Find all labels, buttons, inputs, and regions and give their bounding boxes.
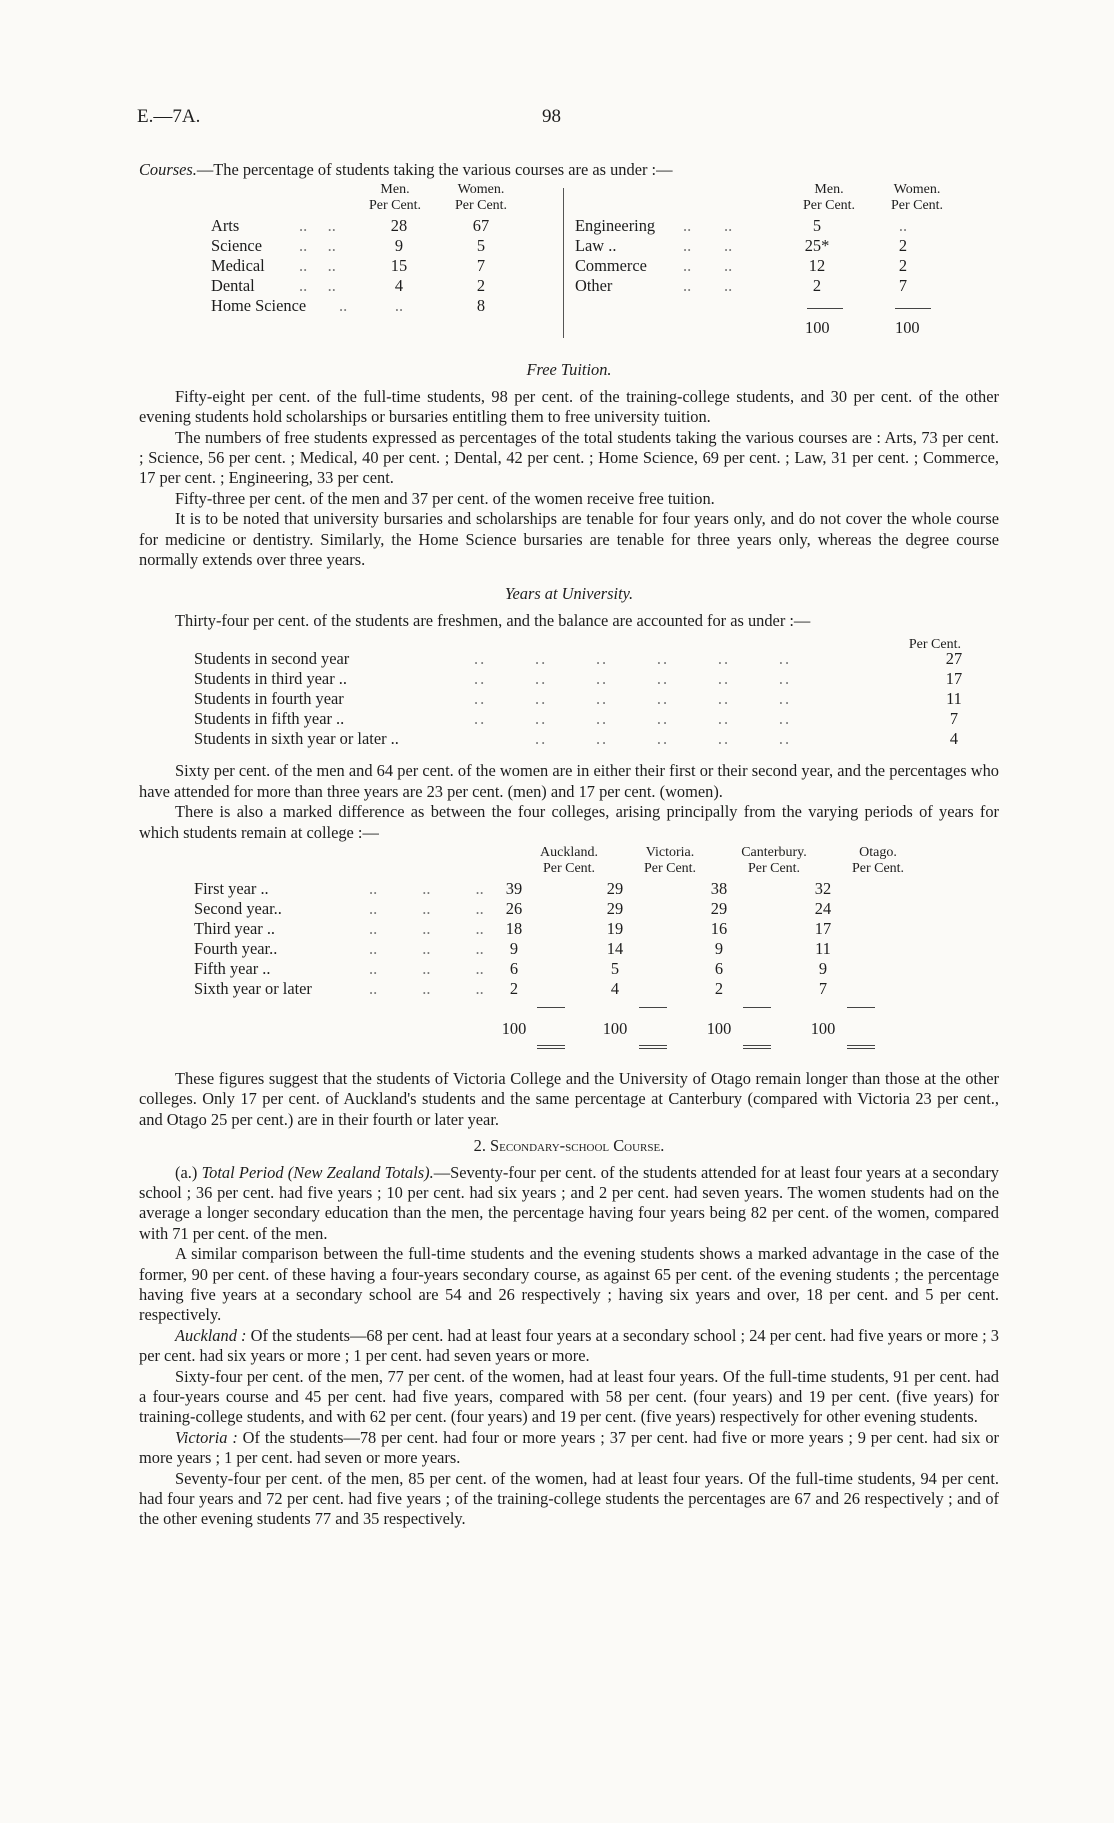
double-rule bbox=[743, 1045, 771, 1049]
years-intro: Thirty-four per cent. of the students are freshmen, and the balance are accounted for as under :— bbox=[175, 610, 811, 630]
years-row: Students in fifth year .. .. .. .. .. .. .. 7 bbox=[194, 709, 959, 729]
course-row-arts: Arts .. .. 28 67 bbox=[211, 216, 490, 236]
total-rule bbox=[847, 1007, 875, 1008]
courses-total-rule-women bbox=[895, 308, 931, 309]
years-row: Students in sixth year or later .. .. .. .. .. .. 4 bbox=[194, 729, 959, 749]
years-row: Students in second year .. .. .. .. .. .. 27 bbox=[194, 649, 963, 669]
col-victoria: Victoria. Per Cent. bbox=[643, 844, 697, 876]
secondary-a: (a.) Total Period (New Zealand Totals).—Seventy-four per cent. of the students attended for at least four years at a secondary school ; 36 per cent. had five years ; 10 per cent. had six years ; and 2 per cent. had seven years. The women students had on the average a longer secondary education than the men, the percentage having four years being 82 per cent. of the women, compared with 71 per cent. of the men. bbox=[139, 1162, 999, 1243]
col-auckland: Auckland. Per Cent. bbox=[540, 844, 598, 876]
secondary-p4: Sixty-four per cent. of the men, 77 per cent. of the women, had at least four years. Of the full-time students, 91 per cent. had a four-years course and 45 per cent. had five years, compared with 58 per cent. (four years) and 19 per cent. (five years) for training-college students, and with 62 per cent. (four years) and 19 per cent. (five years) respectively for other evening students. bbox=[139, 1366, 999, 1427]
college-row: Fourth year.. .. .. .. 9 14 9 11 bbox=[194, 938, 831, 958]
course-row-law: Law .. .. .. 25* 2 bbox=[575, 236, 908, 256]
years-table bbox=[139, 635, 999, 755]
years-row: Students in fourth year .. .. .. .. .. .. 11 bbox=[194, 689, 962, 709]
college-row: Fifth year .. .. .. .. 6 5 6 9 bbox=[194, 958, 828, 978]
double-rule bbox=[537, 1045, 565, 1049]
double-rule bbox=[639, 1045, 667, 1049]
col-otago: Otago. Per Cent. bbox=[851, 844, 905, 876]
years-p2: There is also a marked difference as between the four colleges, arising principally from the varying periods of years for which students remain at college :— bbox=[139, 802, 999, 842]
total-rule bbox=[639, 1007, 667, 1008]
years-col-unit: Per Cent. bbox=[908, 637, 961, 653]
course-row-home-science: Home Science .. .. 8 bbox=[211, 296, 486, 316]
secondary-p6: Seventy-four per cent. of the men, 85 per cent. of the women, had at least four years. Of the full-time students, 94 per cent. had four years and 72 per cent. had five years ; of the training-college students the percentages are 67 and 26 respectively ; and of the other evening students 77 and 35 respectively. bbox=[139, 1468, 999, 1529]
secondary-p2: A similar comparison between the full-time students and the evening students shows a marked advantage in the case of the former, 90 per cent. of these having a four-years secondary course, as against 65 per cent. of the evening students ; the percentage having five years at a secondary school are 54 and 26 respectively ; having six years and over, 18 per cent. and 5 per cent. respectively. bbox=[139, 1244, 999, 1325]
courses-col-women-right: Women. Per Cent. bbox=[890, 182, 944, 214]
courses-total-rule-men bbox=[807, 308, 843, 309]
college-total-row: 100 100 100 100 bbox=[501, 1018, 836, 1038]
page-number: 98 bbox=[542, 106, 561, 127]
course-row-total: 100 100 bbox=[805, 318, 920, 338]
secondary-auckland: Auckland : Of the students—68 per cent. had at least four years at a secondary school ; 24 per cent. had five years or more ; 3 per cent. had six years or more ; 1 per cent. had seven years or more. bbox=[139, 1325, 999, 1366]
free-tuition-heading: Free Tuition. bbox=[526, 360, 612, 380]
colleges-p1: These figures suggest that the students of Victoria College and the University of Otago remain longer than those at the other colleges. Only 17 per cent. of Auckland's students and the same percentage at Canterbury (compared with Victoria 23 per cent., and Otago 25 per cent.) are in their fourth or later year. bbox=[139, 1068, 999, 1129]
free-tuition-p2: The numbers of free students expressed as percentages of the total students taking the various courses are : Arts, 73 per cent. ; Science, 56 per cent. ; Medical, 40 per cent. ; Dental, 42 per cent. ; Home Science, 69 per cent. ; Law, 31 per cent. ; Commerce, 17 per cent. ; Engineering, 33 per cent. bbox=[139, 427, 999, 488]
years-row: Students in third year .. .. .. .. .. .. .. 17 bbox=[194, 669, 963, 689]
total-rule bbox=[537, 1007, 565, 1008]
college-row: Second year.. .. .. .. 26 29 29 24 bbox=[194, 898, 832, 918]
col-canterbury: Canterbury. Per Cent. bbox=[741, 844, 807, 876]
years-p1: Sixty per cent. of the men and 64 per cent. of the women are in either their first or their second year, and the percentages who have attended for more than three years are 23 per cent. (men) and 17 per cent. (women). bbox=[139, 761, 999, 801]
years-heading: Years at University. bbox=[504, 584, 634, 604]
secondary-victoria: Victoria : Of the students—78 per cent. had four or more years ; 37 per cent. had five or more years ; 9 per cent. had six or more years ; 1 per cent. had seven or more years. bbox=[139, 1427, 999, 1468]
course-row-science: Science .. .. 9 5 bbox=[211, 236, 486, 256]
courses-col-women-left: Women. Per Cent. bbox=[454, 182, 508, 214]
double-rule bbox=[847, 1045, 875, 1049]
course-row-commerce: Commerce .. .. 12 2 bbox=[575, 256, 908, 276]
college-row: First year .. .. .. .. 39 29 38 32 bbox=[194, 878, 832, 898]
page-content bbox=[139, 160, 999, 1530]
secondary-heading: 2. Secondary-school Course. bbox=[473, 1136, 665, 1156]
document-reference: E.—7A. bbox=[137, 106, 201, 127]
course-row-other: Other .. .. 2 7 bbox=[575, 276, 908, 296]
free-tuition-p1: Fifty-eight per cent. of the full-time students, 98 per cent. of the training-college students, and 30 per cent. of the other evening students hold scholarships or bursaries entitling them to free university tuition. bbox=[139, 386, 999, 427]
courses-col-men-left: Men. Per Cent. bbox=[368, 182, 422, 214]
courses-lead: Courses. bbox=[139, 160, 197, 179]
course-row-dental: Dental .. .. 4 2 bbox=[211, 276, 486, 296]
courses-table bbox=[139, 182, 999, 360]
total-rule bbox=[743, 1007, 771, 1008]
colleges-table bbox=[139, 845, 999, 1069]
courses-intro: Courses.—The percentage of students taking the various courses are as under :— bbox=[139, 160, 673, 179]
free-tuition-p3: Fifty-three per cent. of the men and 37 per cent. of the women receive free tuition. bbox=[175, 488, 715, 508]
college-row: Third year .. .. .. .. 18 19 16 17 bbox=[194, 918, 832, 938]
free-tuition-p4: It is to be noted that university bursaries and scholarships are tenable for four years only, and do not cover the whole course for medicine or dentistry. Similarly, the Home Science bursaries are tenable for three years only, whereas the degree course normally extends over three years. bbox=[139, 509, 999, 570]
courses-col-men-right: Men. Per Cent. bbox=[802, 182, 856, 214]
college-row: Sixth year or later .. .. .. 2 4 2 7 bbox=[194, 978, 828, 998]
course-row-medical: Medical .. .. 15 7 bbox=[211, 256, 486, 276]
course-row-engineering: Engineering .. .. 5 .. bbox=[575, 216, 908, 236]
